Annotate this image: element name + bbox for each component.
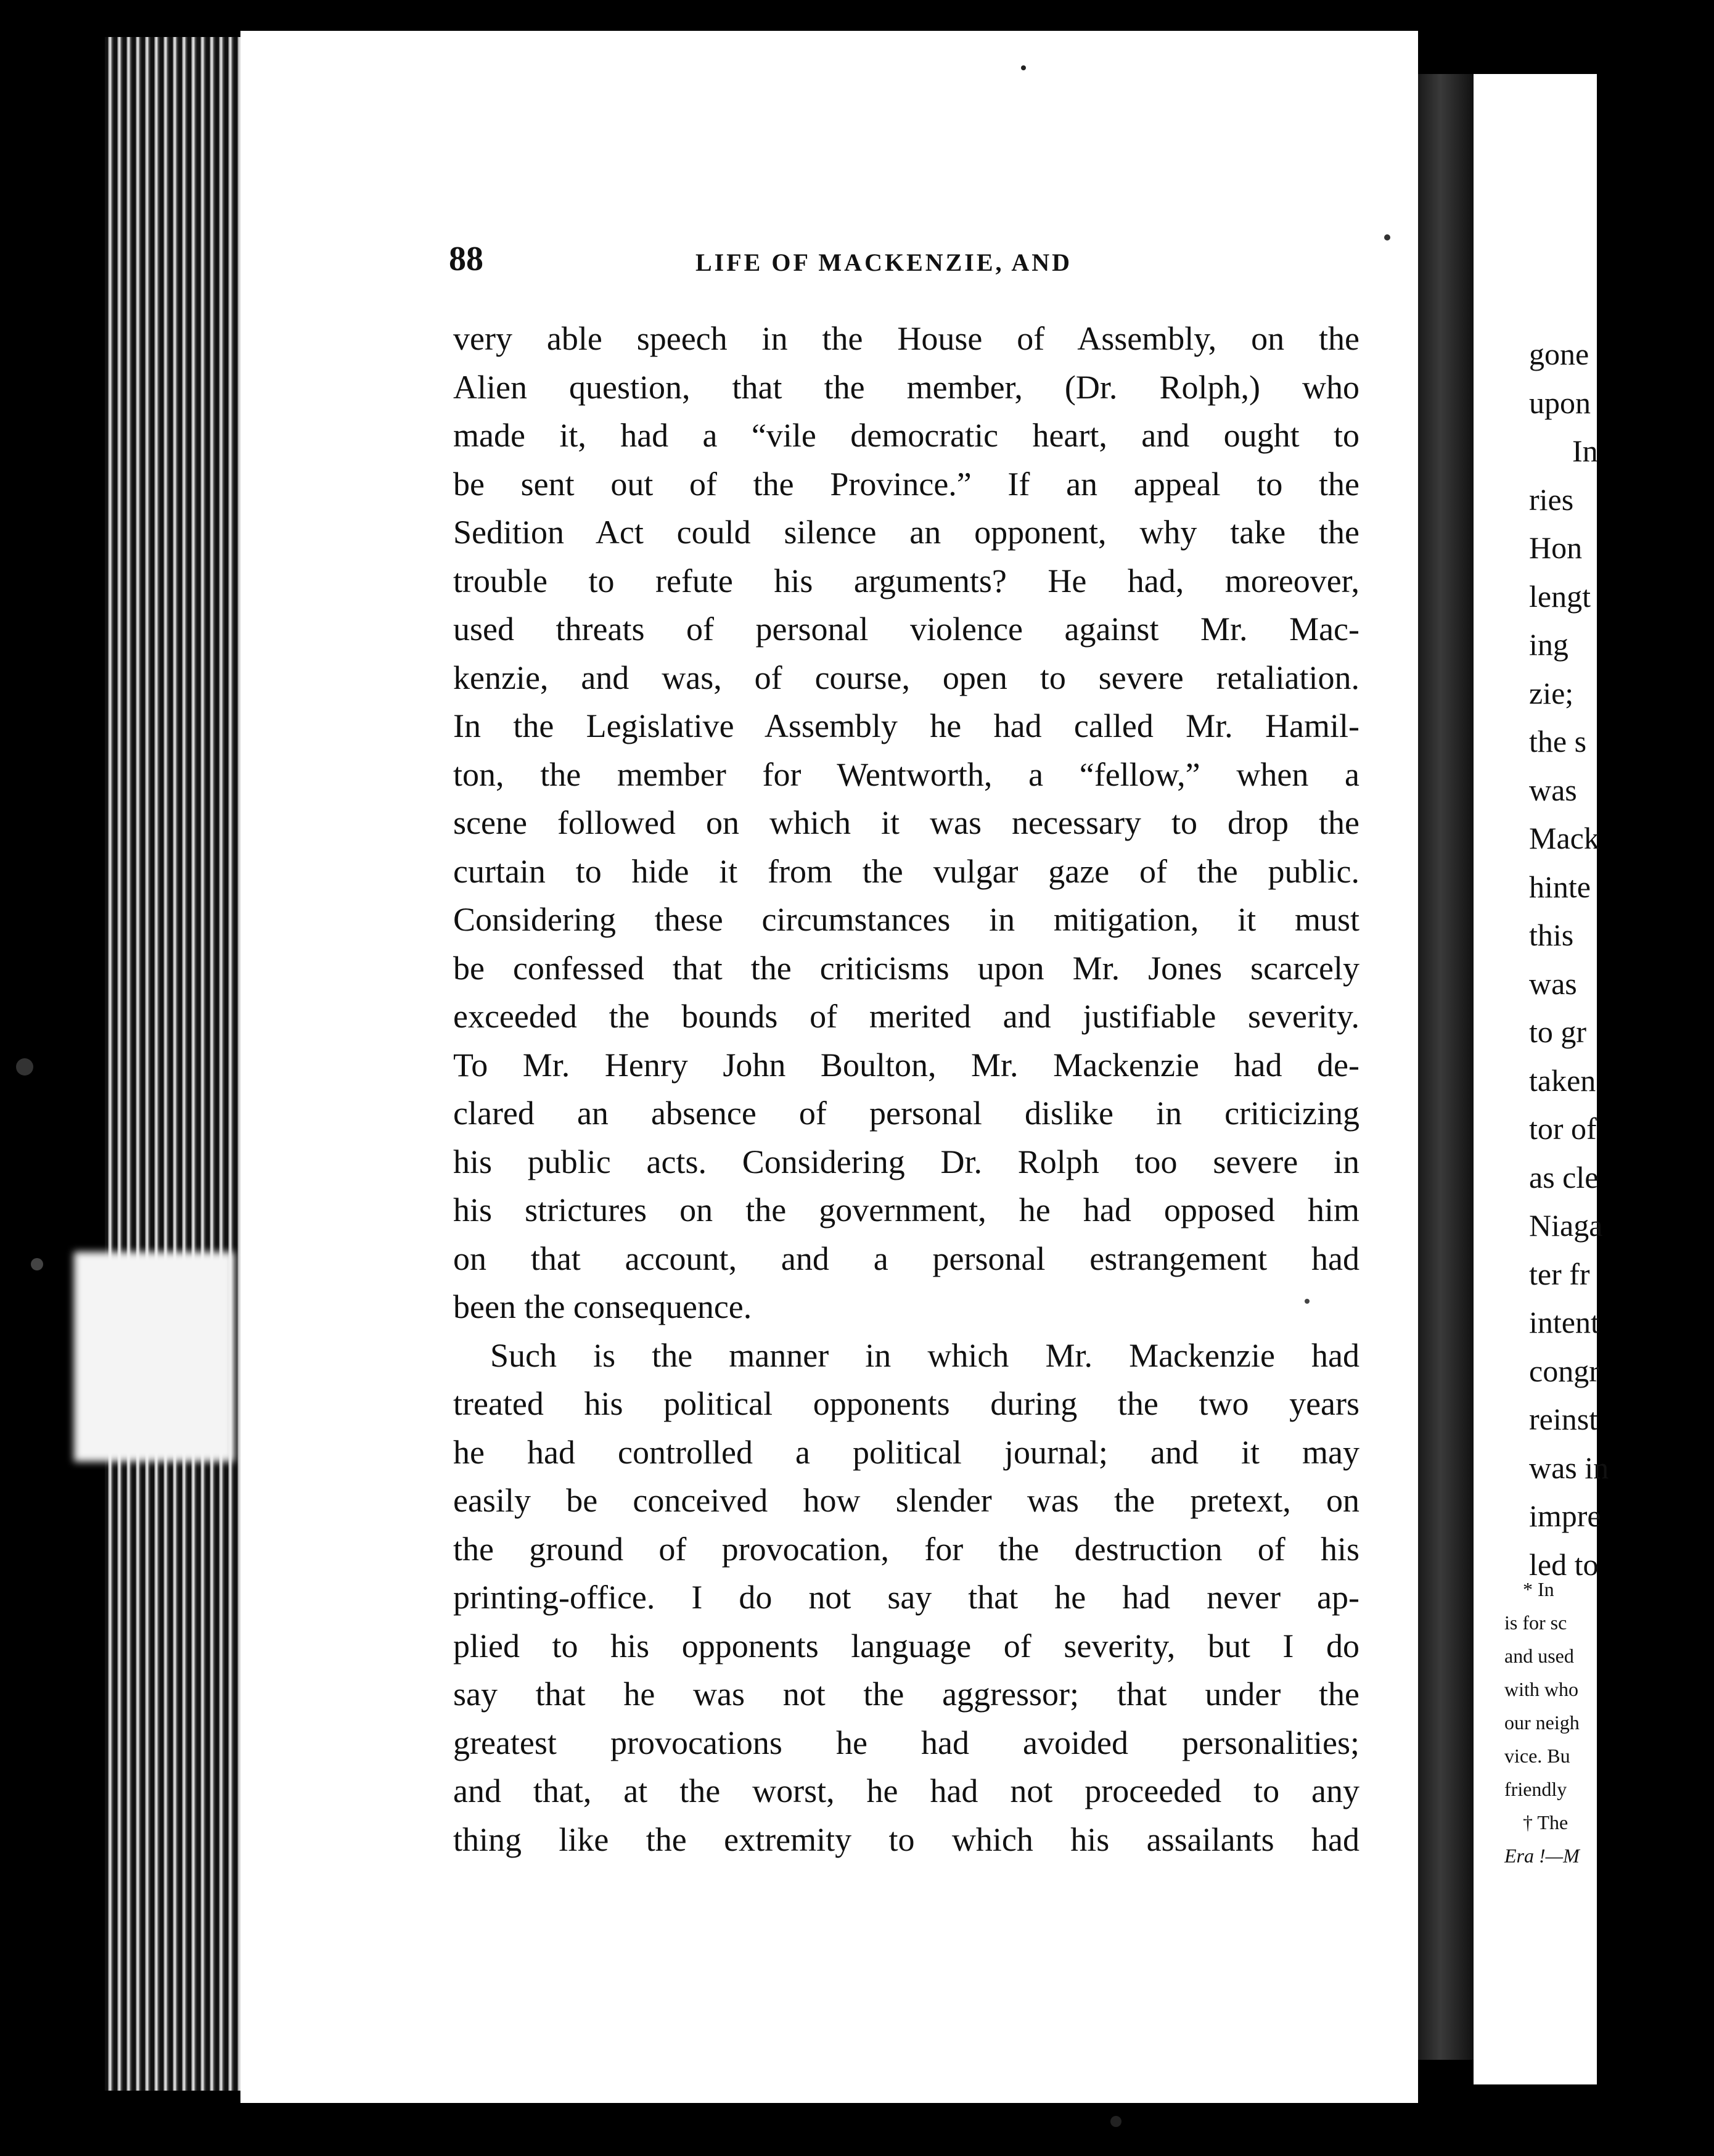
facing-line: Niaga (1529, 1208, 1603, 1243)
facing-line: ter fr (1529, 1256, 1590, 1291)
facing-note-line: and used (1504, 1645, 1574, 1667)
facing-line: taken (1529, 1063, 1596, 1098)
text-line: very able speech in the House of Assembly, on the (453, 320, 1359, 357)
facing-note-line: vice. Bu (1504, 1745, 1570, 1767)
text-line: clared an absence of personal dislike in criticizing (453, 1095, 1359, 1132)
facing-note-line: Era !—M (1504, 1845, 1580, 1867)
body-text (453, 315, 1359, 1864)
text-line: the ground of provocation, for the destruction of his (453, 1530, 1359, 1568)
text-line: treated his political opponents during the two years (453, 1385, 1359, 1422)
text-line: scene followed on which it was necessary to drop the (453, 804, 1359, 841)
text-line: plied to his opponents language of severity, but I do (453, 1627, 1359, 1664)
paper-damage (74, 1252, 234, 1462)
text-line: be confessed that the criticisms upon Mr. Jones scarcely (453, 949, 1359, 987)
running-title: LIFE OF MACKENZIE, AND (695, 249, 1073, 276)
text-line: and that, at the worst, he had not proceeded to any (453, 1772, 1359, 1809)
facing-line: congr (1529, 1353, 1599, 1388)
facing-line: Hon (1529, 530, 1583, 565)
text-line: been the consequence. (453, 1288, 752, 1325)
text-line: made it, had a “vile democratic heart, and ought to (453, 417, 1359, 454)
text-line: easily be conceived how slender was the pretext, on (453, 1482, 1359, 1519)
facing-line: to gr (1529, 1014, 1587, 1049)
facing-page-footnotes (1504, 1573, 1689, 1872)
facing-page-text (1529, 330, 1714, 1589)
facing-line: ing (1529, 627, 1568, 662)
facing-page (1474, 74, 1609, 2084)
facing-line: intent (1529, 1305, 1599, 1339)
text-line: used threats of personal violence against Mr. Mac- (453, 611, 1359, 648)
book-edge (105, 37, 247, 2091)
text-line: Sedition Act could silence an opponent, why take the (453, 514, 1359, 551)
facing-line: ries (1529, 482, 1574, 517)
facing-note-line: † The (1523, 1811, 1568, 1833)
facing-line: zie; (1529, 675, 1574, 710)
facing-line: was (1529, 772, 1577, 807)
text-line: his public acts. Considering Dr. Rolph too severe in (453, 1143, 1359, 1180)
facing-note-line: * In (1523, 1578, 1554, 1600)
facing-note-line: is for sc (1504, 1611, 1567, 1634)
text-line: In the Legislative Assembly he had called Mr. Hamil- (453, 707, 1359, 744)
facing-note-line: with who (1504, 1678, 1578, 1700)
page-header (449, 239, 1361, 289)
text-line: kenzie, and was, of course, open to severe retaliation. (453, 659, 1359, 696)
text-line: thing like the extremity to which his assailants had (453, 1821, 1359, 1858)
facing-line: gone (1529, 337, 1589, 371)
page-number: 88 (449, 240, 483, 278)
text-line: To Mr. Henry John Boulton, Mr. Mackenzie had de- (453, 1046, 1359, 1084)
facing-line: lengt (1529, 578, 1591, 614)
facing-line: the s (1529, 724, 1587, 759)
text-line: he had controlled a political journal; and it may (453, 1433, 1359, 1471)
facing-line: In (1572, 434, 1598, 468)
text-line: his strictures on the government, he had opposed him (453, 1191, 1359, 1228)
text-line: greatest provocations he had avoided personalities; (453, 1724, 1359, 1761)
text-line: printing-office. I do not say that he had never ap- (453, 1579, 1359, 1616)
facing-note-line: friendly (1504, 1778, 1567, 1800)
facing-line: tor of (1529, 1111, 1597, 1146)
facing-line: reinst (1529, 1402, 1598, 1436)
facing-note-line: our neigh (1504, 1711, 1580, 1734)
text-line: ton, the member for Wentworth, a “fellow,” when a (453, 755, 1359, 793)
facing-line: was in (1529, 1450, 1609, 1485)
text-line: exceeded the bounds of merited and justifiable severity. (453, 998, 1359, 1035)
facing-line: hinte (1529, 869, 1591, 904)
facing-line: this (1529, 918, 1574, 952)
facing-line: as cle (1529, 1159, 1599, 1195)
facing-line: upon (1529, 385, 1591, 420)
book-gutter (1418, 74, 1474, 2060)
text-line: on that account, and a personal estrangement had (453, 1240, 1359, 1277)
facing-line: Mack (1529, 821, 1599, 855)
text-line: be sent out of the Province.” If an appeal to the (453, 465, 1359, 503)
text-line: curtain to hide it from the vulgar gaze of the public. (453, 852, 1359, 890)
text-line: Such is the manner in which Mr. Mackenzie had (490, 1336, 1359, 1374)
text-line: say that he was not the aggressor; that under the (453, 1676, 1359, 1713)
text-line: trouble to refute his arguments? He had, moreover, (453, 562, 1359, 599)
text-line: Considering these circumstances in mitigation, it must (453, 901, 1359, 938)
text-line: Alien question, that the member, (Dr. Rolph,) who (453, 368, 1359, 406)
facing-line: impre (1529, 1499, 1601, 1533)
facing-line: led to (1529, 1547, 1599, 1582)
facing-line: was (1529, 966, 1577, 1001)
